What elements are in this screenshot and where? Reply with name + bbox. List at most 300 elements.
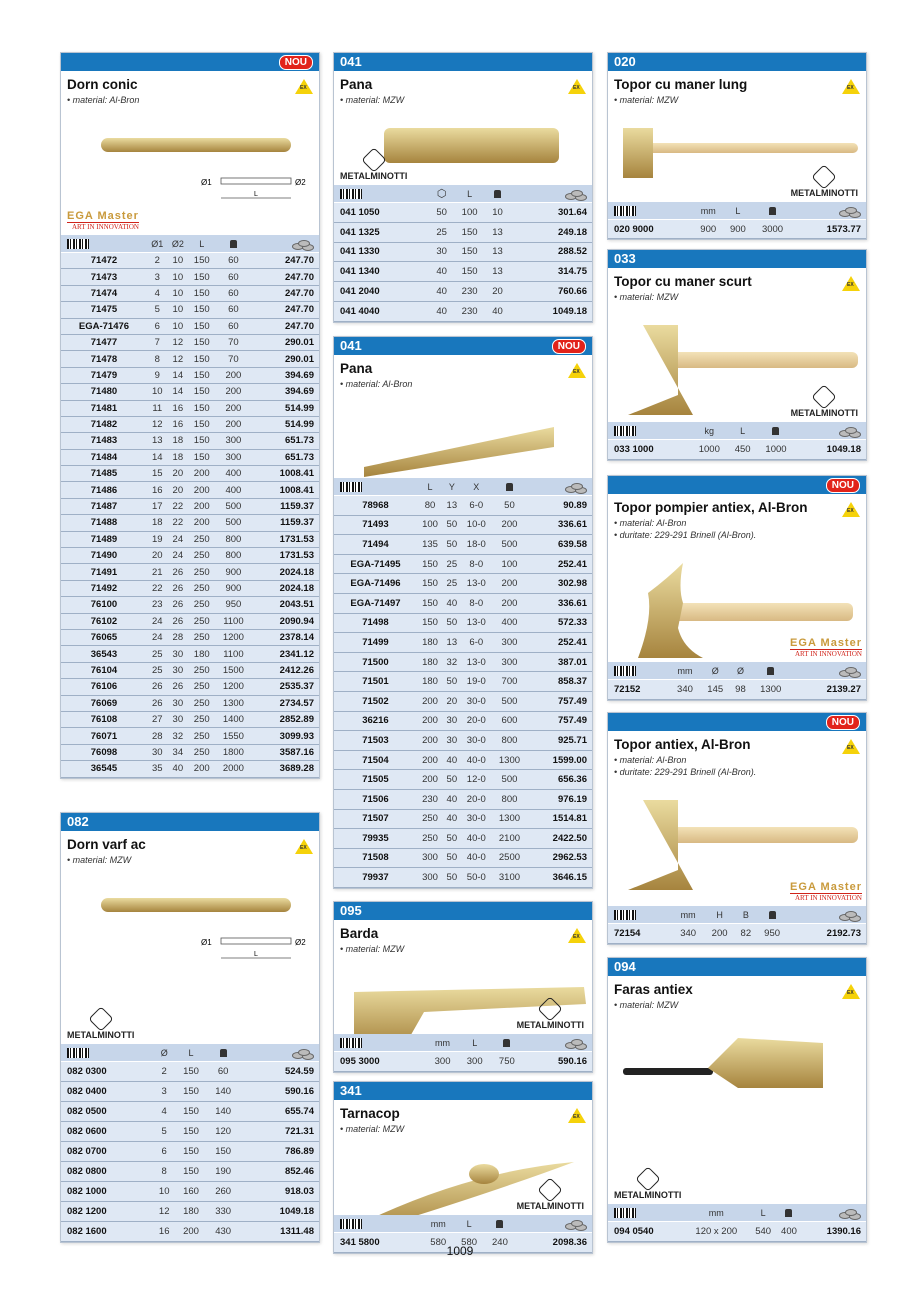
- article-number: 033 1000: [608, 440, 690, 460]
- spec-value: 200: [215, 384, 251, 400]
- spec-value: 750: [491, 1052, 523, 1072]
- spec-value: 580: [423, 1233, 454, 1253]
- product-spec: • material: MZW: [67, 855, 132, 865]
- product-table: [334, 1034, 592, 1072]
- column-header: [757, 422, 795, 440]
- article-number: 71481: [61, 400, 147, 416]
- spec-value: 2500: [492, 848, 527, 868]
- spec-value: 8: [153, 1162, 174, 1182]
- product-spec: • material: Al-Bron: [614, 518, 687, 528]
- spec-value: 24: [168, 531, 189, 547]
- spec-value: 1300: [492, 809, 527, 829]
- weight-icon: [769, 207, 776, 215]
- spec-value: 12-0: [461, 770, 492, 790]
- product-spec: • material: MZW: [340, 944, 405, 954]
- product-spec: • material: MZW: [340, 1124, 405, 1134]
- article-number: 71485: [61, 466, 147, 482]
- spec-value: 24: [168, 548, 189, 564]
- price: 852.46: [239, 1162, 319, 1182]
- spec-value: 10: [168, 318, 189, 334]
- product-card: [607, 712, 867, 945]
- spec-value: 16: [153, 1222, 174, 1242]
- spec-value: 20-0: [461, 711, 492, 731]
- article-number: 041 1325: [334, 222, 430, 242]
- product-code-bar: [608, 476, 866, 494]
- product-card: [607, 249, 867, 461]
- spec-value: 24: [147, 629, 168, 645]
- spec-value: 250: [188, 531, 215, 547]
- spec-value: 1000: [757, 440, 795, 460]
- spec-value: 250: [188, 580, 215, 596]
- ex-warning-icon: EX: [842, 276, 860, 291]
- column-header: [608, 906, 672, 924]
- article-number: 71480: [61, 384, 147, 400]
- table-header: [61, 235, 319, 253]
- spec-value: 200: [704, 924, 735, 944]
- spec-value: 1300: [751, 680, 791, 700]
- ex-warning-icon: EX: [842, 739, 860, 754]
- spec-value: 13: [443, 633, 460, 653]
- product-table: [334, 185, 592, 322]
- column-header: [756, 906, 787, 924]
- column-header: L: [728, 422, 757, 440]
- page-number: 1009: [446, 1244, 474, 1258]
- article-number: 041 1330: [334, 242, 430, 262]
- product-code: 095: [340, 903, 362, 918]
- price: 1049.18: [509, 301, 592, 321]
- spec-value: 26: [147, 679, 168, 695]
- spec-value: 150: [188, 318, 215, 334]
- table-row: [61, 695, 319, 711]
- spec-value: 20: [147, 548, 168, 564]
- product-card: [333, 52, 593, 323]
- table-row: [334, 633, 592, 653]
- spec-value: 1100: [215, 646, 251, 662]
- spec-value: 3100: [492, 868, 527, 888]
- spec-value: 30-0: [461, 691, 492, 711]
- spec-value: 200: [188, 482, 215, 498]
- price: 1514.81: [527, 809, 592, 829]
- spec-value: 50: [443, 515, 460, 535]
- article-number: 082 0800: [61, 1162, 153, 1182]
- spec-value: 4: [147, 285, 168, 301]
- spec-value: 8-0: [461, 554, 492, 574]
- table-row: [334, 711, 592, 731]
- spec-value: 150: [188, 334, 215, 350]
- spec-value: 10: [486, 203, 508, 223]
- article-number: 082 0400: [61, 1082, 153, 1102]
- article-number: 082 1000: [61, 1182, 153, 1202]
- spec-value: 150: [188, 400, 215, 416]
- spec-value: 15: [147, 466, 168, 482]
- spec-value: 20: [486, 282, 508, 302]
- price: 290.01: [252, 351, 319, 367]
- price: 3587.16: [252, 744, 319, 760]
- article-number: 76065: [61, 629, 147, 645]
- price: 572.33: [527, 613, 592, 633]
- spec-value: 400: [215, 482, 251, 498]
- price: 1731.53: [252, 548, 319, 564]
- spec-value: 300: [215, 449, 251, 465]
- spec-value: 580: [454, 1233, 485, 1253]
- column-header: L: [454, 1215, 485, 1233]
- product-title: Topor cu maner scurt: [614, 274, 752, 289]
- spec-value: 13-0: [461, 652, 492, 672]
- spec-value: 200: [188, 466, 215, 482]
- price: 2412.26: [252, 662, 319, 678]
- spec-value: 30: [443, 711, 460, 731]
- spec-value: 120: [207, 1122, 239, 1142]
- spec-value: 26: [168, 679, 189, 695]
- spec-value: 300: [459, 1052, 491, 1072]
- spec-value: 300: [492, 633, 527, 653]
- article-number: 082 0600: [61, 1122, 153, 1142]
- spec-value: 21: [147, 564, 168, 580]
- spec-value: 25: [147, 646, 168, 662]
- price: 651.73: [252, 433, 319, 449]
- table-row: [334, 672, 592, 692]
- price: 1159.37: [252, 515, 319, 531]
- spec-value: 40-0: [461, 829, 492, 849]
- spec-value: 60: [215, 253, 251, 269]
- ega-master-logo: EGA Master ART IN INNOVATION: [790, 881, 862, 902]
- spec-value: 12: [153, 1202, 174, 1222]
- column-header: [492, 478, 527, 496]
- product-spec: • material: MZW: [340, 95, 405, 105]
- column-header: [334, 1034, 426, 1052]
- price: 514.99: [252, 416, 319, 432]
- table-row: [61, 1102, 319, 1122]
- spec-value: 13: [486, 262, 508, 282]
- spec-value: 50: [430, 203, 452, 223]
- spec-value: 25: [430, 222, 452, 242]
- new-badge: NOU: [279, 55, 313, 70]
- spec-value: 26: [168, 613, 189, 629]
- spec-value: 190: [207, 1162, 239, 1182]
- table-header: [334, 1034, 592, 1052]
- price: 524.59: [239, 1062, 319, 1082]
- spec-value: 150: [188, 302, 215, 318]
- table-row: [61, 580, 319, 596]
- price: 2962.53: [527, 848, 592, 868]
- spec-value: 13-0: [461, 613, 492, 633]
- product-spec: • material: MZW: [614, 292, 679, 302]
- price: 651.73: [252, 449, 319, 465]
- table-row: [608, 440, 866, 460]
- ega-master-logo: EGA Master ART IN INNOVATION: [790, 637, 862, 658]
- price: 760.66: [509, 282, 592, 302]
- table-row: [334, 789, 592, 809]
- spec-value: 50: [443, 770, 460, 790]
- column-header: mm: [423, 1215, 454, 1233]
- column-header: X: [461, 478, 492, 496]
- spec-value: 500: [492, 535, 527, 555]
- product-table: [608, 662, 866, 700]
- spec-value: 1200: [215, 679, 251, 695]
- table-row: [334, 691, 592, 711]
- spec-value: 3: [153, 1082, 174, 1102]
- table-header: [608, 662, 866, 680]
- spec-value: 200: [417, 750, 443, 770]
- column-header: [608, 202, 693, 220]
- price: 2535.37: [252, 679, 319, 695]
- spec-value: 40: [430, 282, 452, 302]
- table-row: [334, 554, 592, 574]
- product-code: 094: [614, 959, 636, 974]
- product-code-bar: [61, 53, 319, 71]
- svg-text:Ø2: Ø2: [295, 178, 306, 187]
- price-coins-icon: [839, 911, 861, 920]
- spec-value: 2: [153, 1062, 174, 1082]
- price: 301.64: [509, 203, 592, 223]
- spec-value: 50: [443, 672, 460, 692]
- spec-value: 180: [417, 672, 443, 692]
- article-number: 78968: [334, 496, 417, 516]
- price: 1599.00: [527, 750, 592, 770]
- spec-value: 50: [443, 868, 460, 888]
- table-row: [61, 1222, 319, 1242]
- price: 2422.50: [527, 829, 592, 849]
- spec-value: 140: [207, 1082, 239, 1102]
- spec-value: 200: [215, 367, 251, 383]
- metalminotti-logo: METALMINOTTI: [340, 151, 407, 181]
- spec-value: 200: [188, 515, 215, 531]
- spec-value: 26: [168, 580, 189, 596]
- article-number: 71505: [334, 770, 417, 790]
- weight-icon: [506, 483, 513, 491]
- article-number: 71472: [61, 253, 147, 269]
- column-header: [61, 1044, 153, 1062]
- table-row: [61, 597, 319, 613]
- table-row: [334, 262, 592, 282]
- weight-icon: [772, 427, 779, 435]
- weight-icon: [769, 911, 776, 919]
- product-title: Dorn varf ac: [67, 837, 146, 852]
- spec-value: 250: [188, 711, 215, 727]
- svg-text:Ø2: Ø2: [295, 938, 306, 947]
- column-header: L: [175, 1044, 207, 1062]
- spec-value: 900: [215, 580, 251, 596]
- table-row: [61, 564, 319, 580]
- price-coins-icon: [292, 240, 314, 249]
- spec-value: 500: [215, 498, 251, 514]
- spec-value: 260: [207, 1182, 239, 1202]
- spec-value: 200: [188, 761, 215, 777]
- table-row: [61, 367, 319, 383]
- spec-value: 14: [168, 367, 189, 383]
- spec-value: 200: [175, 1222, 207, 1242]
- spec-value: 3000: [753, 220, 793, 239]
- column-header: mm: [693, 202, 723, 220]
- column-header: L: [750, 1204, 776, 1222]
- ex-warning-icon: EX: [568, 79, 586, 94]
- article-number: 041 4040: [334, 301, 430, 321]
- price: 247.70: [252, 285, 319, 301]
- spec-value: 950: [756, 924, 787, 944]
- spec-value: 120 x 200: [682, 1222, 750, 1242]
- article-number: 71475: [61, 302, 147, 318]
- product-card: [333, 1081, 593, 1254]
- spec-value: 900: [723, 220, 753, 239]
- spec-value: 340: [670, 680, 700, 700]
- product-code-bar: [334, 53, 592, 71]
- price: 247.70: [252, 302, 319, 318]
- price: 2090.94: [252, 613, 319, 629]
- spec-value: 98: [730, 680, 750, 700]
- column-header: [491, 1034, 523, 1052]
- spec-value: 16: [168, 400, 189, 416]
- price: 1049.18: [795, 440, 866, 460]
- product-title: Faras antiex: [614, 982, 693, 997]
- svg-text:Ø1: Ø1: [201, 938, 212, 947]
- spec-value: 150: [453, 262, 487, 282]
- spec-value: 150: [175, 1122, 207, 1142]
- price: 1159.37: [252, 498, 319, 514]
- spec-value: 800: [492, 731, 527, 751]
- spec-value: 28: [147, 728, 168, 744]
- article-number: 79935: [334, 829, 417, 849]
- column-header: mm: [426, 1034, 458, 1052]
- article-number: 71483: [61, 433, 147, 449]
- spec-value: 27: [147, 711, 168, 727]
- svg-text:L: L: [254, 951, 258, 958]
- spec-value: 200: [215, 416, 251, 432]
- spec-value: 135: [417, 535, 443, 555]
- article-number: 71486: [61, 482, 147, 498]
- spec-value: 40: [430, 301, 452, 321]
- table-row: [334, 535, 592, 555]
- spec-value: 200: [188, 498, 215, 514]
- spec-value: 300: [492, 652, 527, 672]
- spec-value: 4: [153, 1102, 174, 1122]
- article-number: 341 5800: [334, 1233, 423, 1253]
- column-header: [485, 1215, 516, 1233]
- price: 314.75: [509, 262, 592, 282]
- spec-value: 50: [492, 496, 527, 516]
- product-code-bar: [334, 1082, 592, 1100]
- spec-value: 13-0: [461, 574, 492, 594]
- spec-value: 35: [147, 761, 168, 777]
- spec-value: 18-0: [461, 535, 492, 555]
- article-number: 76106: [61, 679, 147, 695]
- price: 387.01: [527, 652, 592, 672]
- spec-value: 18: [168, 433, 189, 449]
- spec-value: 1400: [215, 711, 251, 727]
- spec-value: 150: [188, 269, 215, 285]
- price-coins-icon: [565, 1220, 587, 1229]
- metalminotti-logo: METALMINOTTI: [791, 168, 858, 198]
- table-row: [61, 761, 319, 777]
- spec-value: 100: [453, 203, 487, 223]
- spec-value: 900: [693, 220, 723, 239]
- spec-value: 150: [175, 1142, 207, 1162]
- article-number: EGA-71496: [334, 574, 417, 594]
- column-header: [430, 185, 452, 203]
- spec-value: 145: [700, 680, 730, 700]
- spec-value: 14: [168, 384, 189, 400]
- spec-value: 26: [168, 597, 189, 613]
- spec-value: 330: [207, 1202, 239, 1222]
- spec-value: 30: [168, 711, 189, 727]
- product-info: [608, 268, 866, 422]
- price: 336.61: [527, 593, 592, 613]
- spec-value: 50-0: [461, 868, 492, 888]
- spec-value: 800: [492, 789, 527, 809]
- product-code-bar: [608, 713, 866, 731]
- spec-value: 1000: [690, 440, 728, 460]
- spec-value: 2100: [492, 829, 527, 849]
- price: 247.70: [252, 318, 319, 334]
- article-number: 71508: [334, 848, 417, 868]
- product-code-bar: [334, 337, 592, 355]
- price: 721.31: [239, 1122, 319, 1142]
- price: 1390.16: [802, 1222, 866, 1242]
- spec-value: 5: [153, 1122, 174, 1142]
- spec-value: 16: [168, 416, 189, 432]
- article-number: 71477: [61, 334, 147, 350]
- ex-warning-icon: EX: [568, 363, 586, 378]
- spec-value: 800: [215, 531, 251, 547]
- column-header: Ø: [730, 662, 750, 680]
- spec-value: 17: [147, 498, 168, 514]
- spec-value: 30-0: [461, 731, 492, 751]
- spec-value: 19: [147, 531, 168, 547]
- spec-value: 30: [168, 646, 189, 662]
- spec-value: 50: [443, 848, 460, 868]
- product-title: Topor cu maner lung: [614, 77, 748, 92]
- article-number: 041 1340: [334, 262, 430, 282]
- spec-value: 10: [168, 253, 189, 269]
- column-header: [608, 662, 670, 680]
- column-header: [608, 422, 690, 440]
- spec-value: 1200: [215, 629, 251, 645]
- table-row: [61, 449, 319, 465]
- hexagon-icon: ⬡: [436, 188, 447, 200]
- product-info: [334, 920, 592, 1034]
- article-number: 36545: [61, 761, 147, 777]
- spec-value: 12: [147, 416, 168, 432]
- table-row: [334, 515, 592, 535]
- spec-value: 230: [453, 282, 487, 302]
- product-code-bar: [608, 53, 866, 71]
- spec-value: 300: [417, 868, 443, 888]
- product-card: [60, 52, 320, 779]
- table-row: [61, 1062, 319, 1082]
- barcode-icon: [340, 189, 362, 199]
- spec-value: 340: [672, 924, 703, 944]
- price: 757.49: [527, 711, 592, 731]
- barcode-icon: [614, 206, 636, 216]
- product-code: 341: [340, 1083, 362, 1098]
- product-title: Topor antiex, Al-Bron: [614, 737, 751, 752]
- product-card: [333, 336, 593, 889]
- price: 2192.73: [788, 924, 866, 944]
- spec-value: 6: [147, 318, 168, 334]
- spec-value: 24: [147, 613, 168, 629]
- column-header: L: [459, 1034, 491, 1052]
- table-row: [61, 400, 319, 416]
- article-number: 71503: [334, 731, 417, 751]
- table-row: [61, 531, 319, 547]
- spec-value: 22: [147, 580, 168, 596]
- table-header: [61, 1044, 319, 1062]
- article-number: 76102: [61, 613, 147, 629]
- product-table: [608, 422, 866, 460]
- column-header: [486, 185, 508, 203]
- article-number: 71507: [334, 809, 417, 829]
- table-header: [334, 1215, 592, 1233]
- product-spec: • material: MZW: [614, 1000, 679, 1010]
